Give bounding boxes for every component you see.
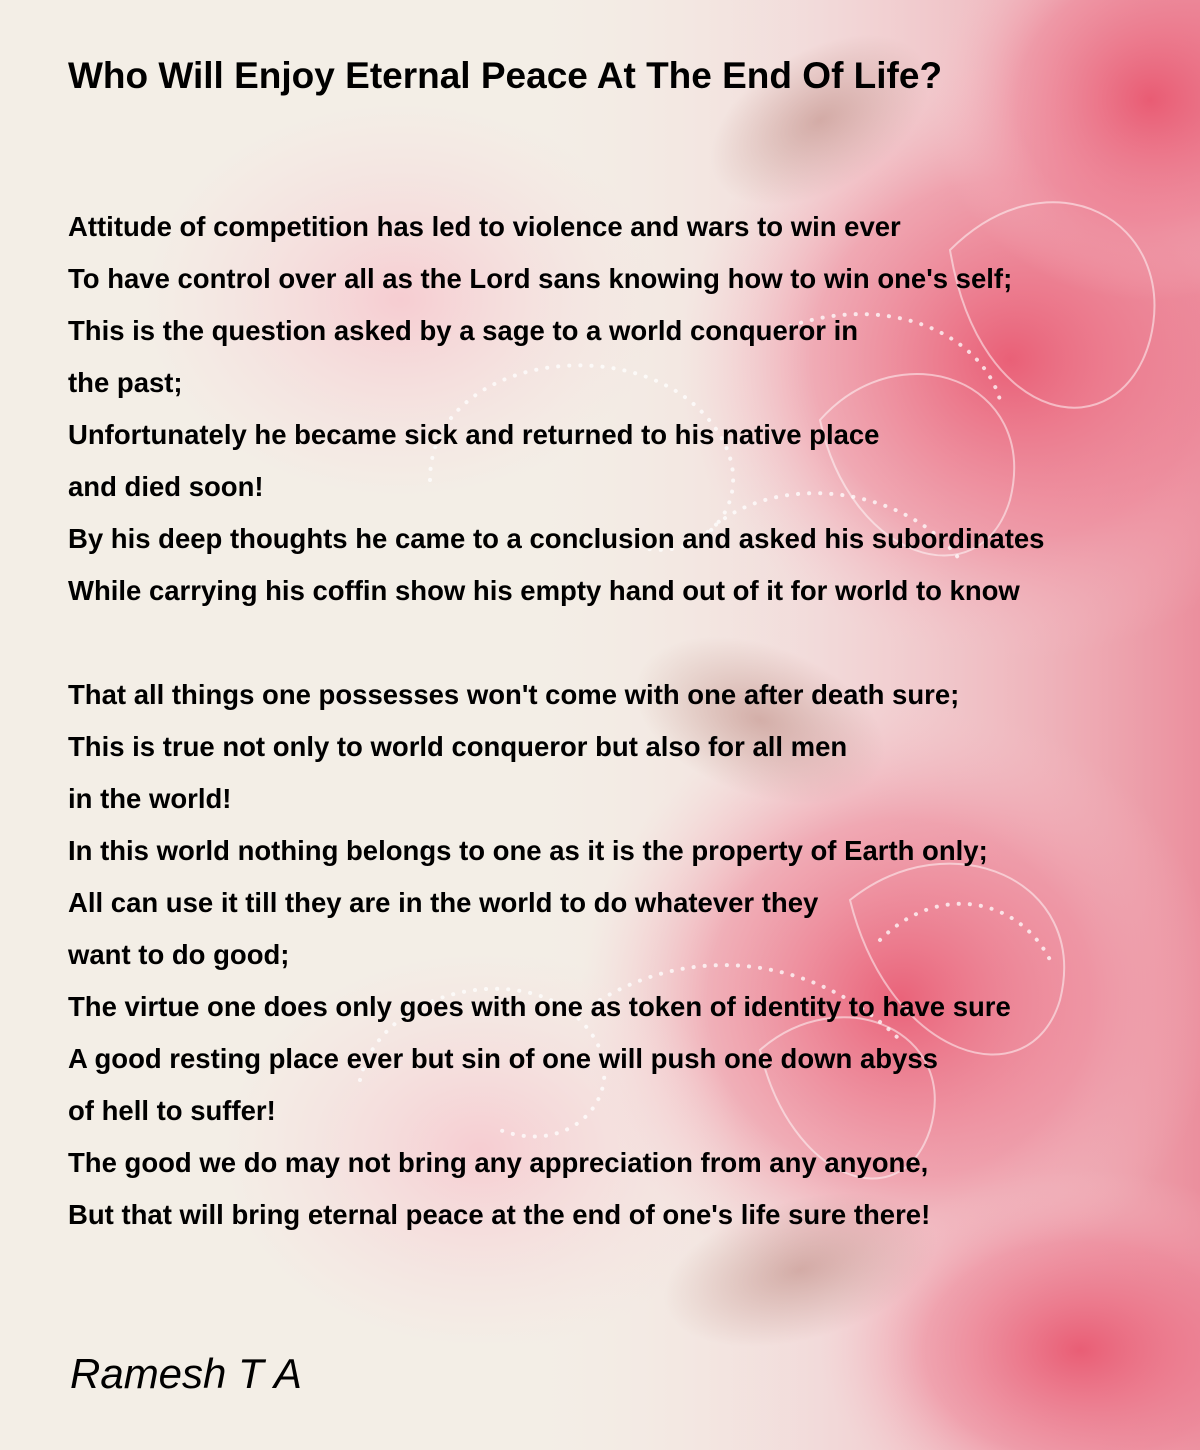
poem-line: the past;	[68, 367, 183, 398]
poem-line: This is true not only to world conqueror but also for all men	[68, 731, 848, 762]
poem-line: The good we do may not bring any appreciation from any anyone,	[68, 1147, 929, 1178]
poem-line: To have control over all as the Lord sans knowing how to win one's self;	[68, 263, 1013, 294]
poem-line: All can use it till they are in the world to do whatever they	[68, 887, 819, 918]
poem-stanza-2	[68, 669, 1200, 1241]
poem-line: of hell to suffer!	[68, 1095, 276, 1126]
poem-line: and died soon!	[68, 471, 264, 502]
poem-line: in the world!	[68, 783, 232, 814]
poem-stanza-1	[68, 201, 1200, 617]
poem-line: The virtue one does only goes with one as token of identity to have sure	[68, 991, 1011, 1022]
poem-line: Unfortunately he became sick and returned to his native place	[68, 419, 880, 450]
poem-title: Who Will Enjoy Eternal Peace At The End Of Life?	[68, 55, 943, 96]
poem-author: Ramesh T A	[70, 1350, 302, 1397]
poem-line: A good resting place ever but sin of one will push one down abyss	[68, 1043, 938, 1074]
poem-line: While carrying his coffin show his empty hand out of it for world to know	[68, 575, 1020, 606]
poem-line: This is the question asked by a sage to a world conqueror in	[68, 315, 859, 346]
poem-line: Attitude of competition has led to violence and wars to win ever	[68, 211, 901, 242]
poem-line: But that will bring eternal peace at the end of one's life sure there!	[68, 1199, 931, 1230]
poem-line: By his deep thoughts he came to a conclusion and asked his subordinates	[68, 523, 1045, 554]
poem-line: That all things one possesses won't come with one after death sure;	[68, 679, 960, 710]
poem-line: want to do good;	[68, 939, 290, 970]
poem-line: In this world nothing belongs to one as it is the property of Earth only;	[68, 835, 988, 866]
